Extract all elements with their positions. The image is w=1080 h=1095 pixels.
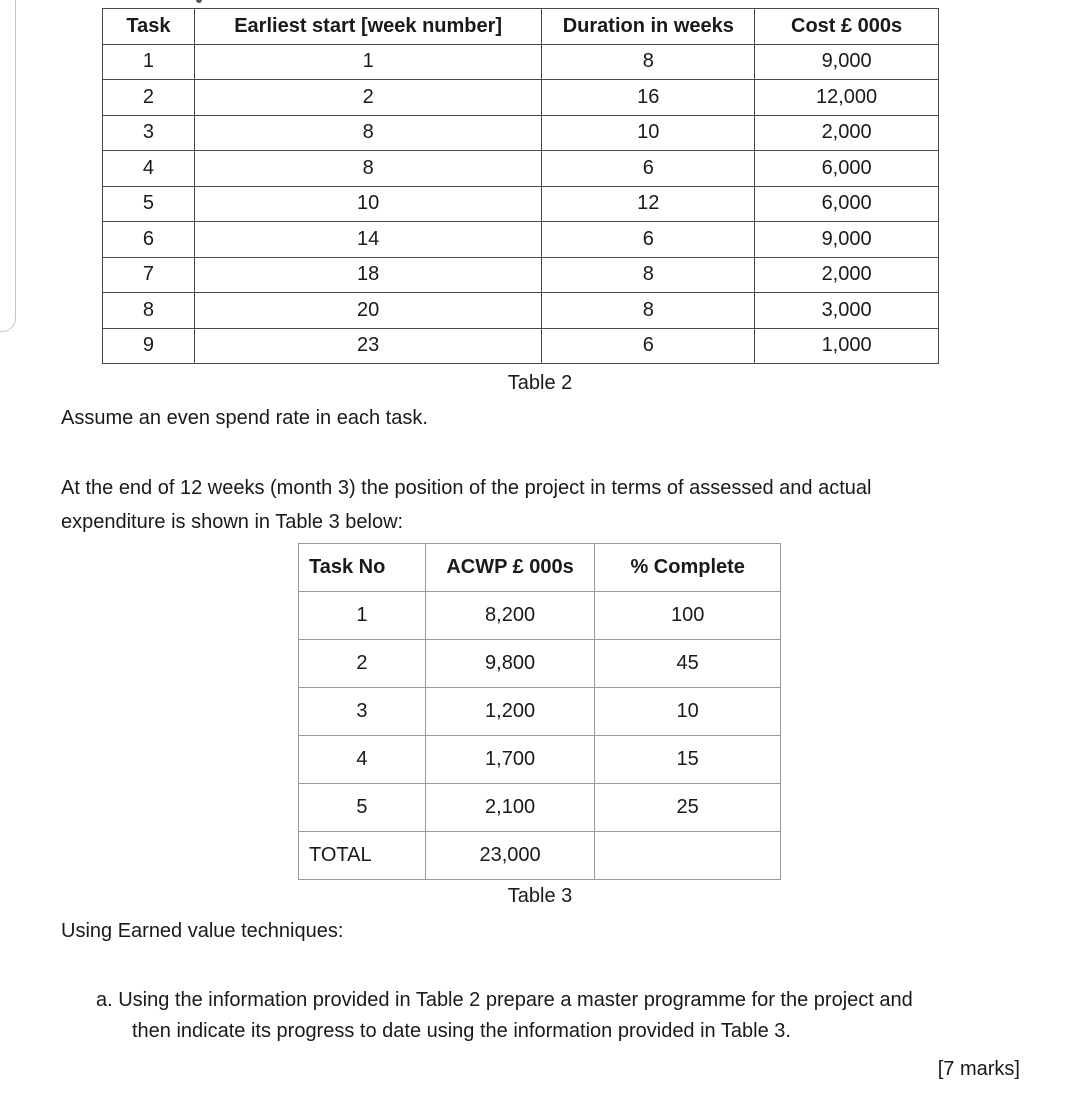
table-row [103,328,939,364]
table-row [103,222,939,258]
cell-task: 1 [103,44,195,80]
cell-acwp: 1,200 [425,688,595,736]
cell-percent: 15 [595,736,781,784]
page-frame-edge [0,0,16,332]
table-2 [102,8,939,364]
cell-duration: 10 [542,115,755,151]
cell-start: 18 [194,257,542,293]
cell-percent: 25 [595,784,781,832]
header-cost: Cost £ 000s [755,9,939,45]
table-3-header-row [299,544,781,592]
table-row [299,640,781,688]
table-row [103,151,939,187]
cell-acwp: 2,100 [425,784,595,832]
cell-task-no: 1 [299,592,426,640]
table-row [103,44,939,80]
table-row [299,688,781,736]
table-row [103,293,939,329]
header-duration: Duration in weeks [542,9,755,45]
cell-task: 7 [103,257,195,293]
cell-task: 3 [103,115,195,151]
cell-cost: 1,000 [755,328,939,364]
cell-duration: 6 [542,328,755,364]
cell-total-percent [595,832,781,880]
header-earliest-start: Earliest start [week number] [194,9,542,45]
cell-acwp: 9,800 [425,640,595,688]
table-row [103,186,939,222]
marks-label: [7 marks] [937,1058,1020,1080]
cell-cost: 12,000 [755,80,939,116]
cell-total-acwp: 23,000 [425,832,595,880]
question-a [96,985,1016,1047]
using-text: Using Earned value techniques: [61,920,344,942]
table-3 [298,543,781,880]
cell-task-no: 5 [299,784,426,832]
cell-acwp: 8,200 [425,592,595,640]
cell-start: 23 [194,328,542,364]
cell-total-label: TOTAL [299,832,426,880]
table-2-header-row [103,9,939,45]
table-3-caption: Table 3 [507,885,573,907]
header-acwp: ACWP £ 000s [425,544,595,592]
cell-task: 4 [103,151,195,187]
header-task: Task [103,9,195,45]
table-row [299,784,781,832]
question-line-1: a. Using the information provided in Table 2 prepare a master programme for the project and [96,989,913,1011]
header-percent-complete: % Complete [595,544,781,592]
cell-start: 14 [194,222,542,258]
table-row [103,257,939,293]
cell-task: 5 [103,186,195,222]
table-row [103,115,939,151]
cell-acwp: 1,700 [425,736,595,784]
cell-duration: 8 [542,257,755,293]
cell-task: 6 [103,222,195,258]
total-row [299,832,781,880]
cell-task-no: 3 [299,688,426,736]
cell-start: 10 [194,186,542,222]
cell-percent: 10 [595,688,781,736]
cell-duration: 12 [542,186,755,222]
intro-line-1: At the end of 12 weeks (month 3) the position of the project in terms of assessed and actual [61,477,872,499]
cell-percent: 100 [595,592,781,640]
cell-duration: 8 [542,44,755,80]
question-line-2: then indicate its progress to date using the information provided in Table 3. [132,1020,791,1042]
table-row [103,80,939,116]
cell-task-no: 2 [299,640,426,688]
cell-duration: 6 [542,151,755,187]
cell-duration: 16 [542,80,755,116]
cell-percent: 45 [595,640,781,688]
cell-cost: 6,000 [755,186,939,222]
cell-start: 1 [194,44,542,80]
table-row [299,736,781,784]
cell-cost: 9,000 [755,222,939,258]
cell-task: 2 [103,80,195,116]
cell-cost: 2,000 [755,115,939,151]
header-task-no: Task No [299,544,426,592]
cell-duration: 6 [542,222,755,258]
cell-start: 8 [194,115,542,151]
cell-cost: 2,000 [755,257,939,293]
assume-text: Assume an even spend rate in each task. [61,407,428,429]
cropped-text-fragment [196,0,224,4]
cell-duration: 8 [542,293,755,329]
table-2-caption: Table 2 [507,372,573,394]
cell-task: 8 [103,293,195,329]
cell-start: 2 [194,80,542,116]
cell-cost: 6,000 [755,151,939,187]
intro-line-2: expenditure is shown in Table 3 below: [61,511,404,533]
cell-cost: 3,000 [755,293,939,329]
cell-start: 8 [194,151,542,187]
cell-cost: 9,000 [755,44,939,80]
cell-start: 20 [194,293,542,329]
table-row [299,592,781,640]
cell-task-no: 4 [299,736,426,784]
cell-task: 9 [103,328,195,364]
